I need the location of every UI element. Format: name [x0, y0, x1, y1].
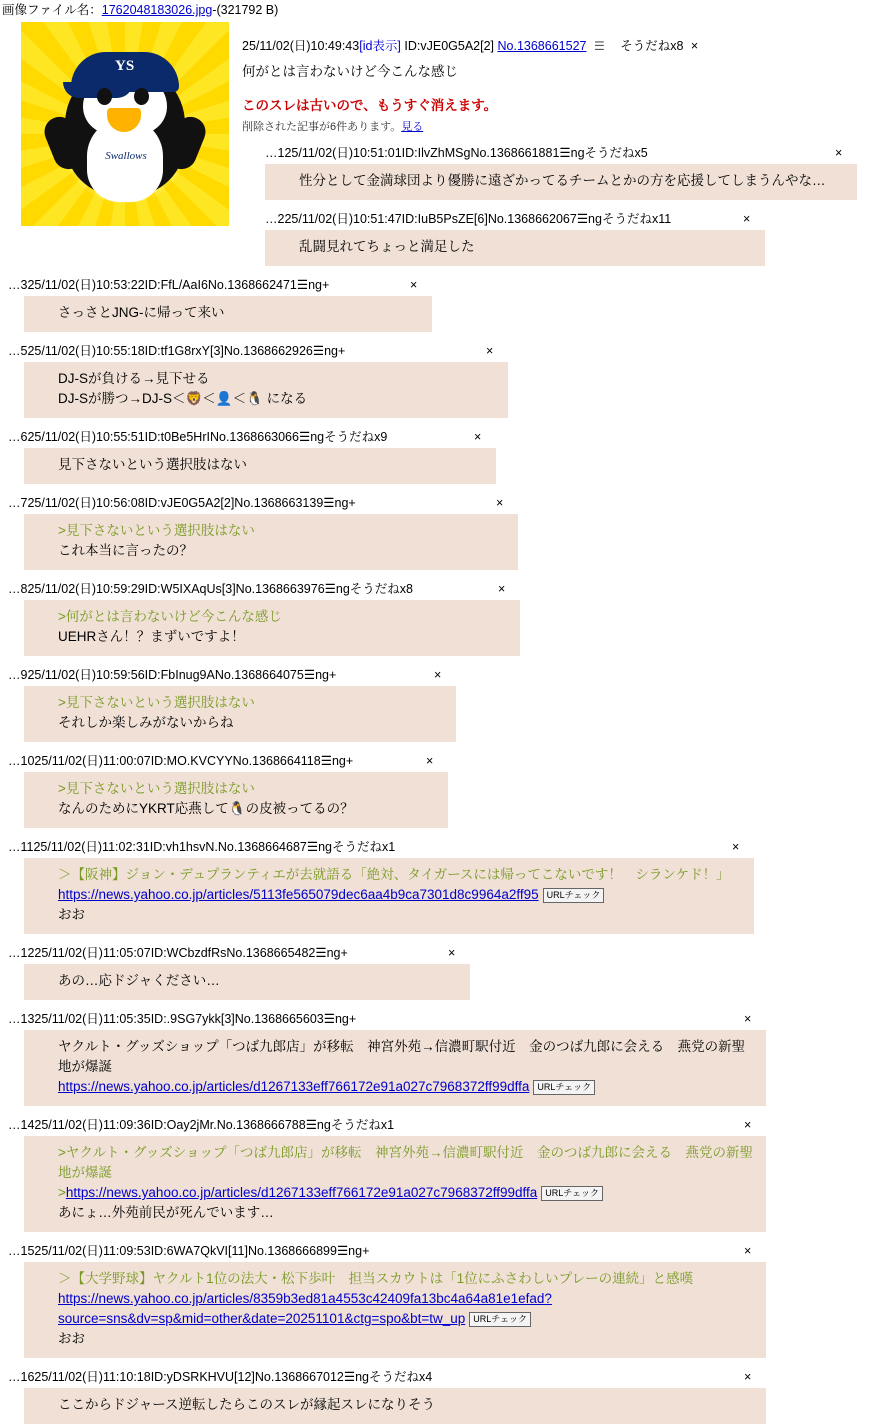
deleted-posts-text: 削除された記事が6件あります。: [242, 121, 402, 133]
list-icon[interactable]: ☰: [298, 430, 311, 444]
reply-user-id[interactable]: ID:.9SG7ykk[3]: [150, 1012, 235, 1026]
reply-close-button[interactable]: ×: [474, 430, 482, 444]
reply-header: [0, 494, 892, 512]
reply-close-button[interactable]: ×: [835, 146, 843, 160]
reply-post: [0, 210, 892, 266]
reply-user-id[interactable]: ID:FbInug9A: [144, 668, 215, 682]
reply-header: [0, 1116, 892, 1134]
reply-text-line: さっさとJNG-に帰って来い: [58, 305, 225, 320]
sodane-count[interactable]: そうだねx1: [331, 840, 396, 854]
reply-text-line: ヤクルト・グッズショップ「つば九郎店」が移転 神宮外苑→信濃町駅付近 金のつば九郎に会える 燕党の新聖地が爆誕: [58, 1039, 746, 1074]
reply-header-left: [8, 838, 395, 856]
ng-button[interactable]: ng: [334, 1012, 349, 1026]
reply-body: [24, 964, 470, 1000]
reply-post: [0, 580, 892, 656]
reply-number: 9: [20, 668, 28, 682]
op-timestamp: 25/11/02(日)10:49:43: [242, 39, 360, 53]
reply-body: [24, 1030, 766, 1106]
reply-collapse-dots[interactable]: …: [8, 946, 21, 960]
op-body-text: 何がとは言わないけど今こんな感じ: [242, 64, 458, 79]
ng-button[interactable]: ng: [308, 278, 323, 292]
quote-line: >見下さないという選択肢はない: [58, 695, 255, 710]
external-link[interactable]: https://news.yahoo.co.jp/articles/5113fe565079dec6aa4b9ca7301d8c9964a2ff95: [58, 887, 539, 902]
sodane-count[interactable]: そうだねx1: [330, 1118, 395, 1132]
reply-timestamp: 25/11/02(日)11:05:07: [34, 946, 151, 960]
quote-line: >何がとは言わないけど今こんな感じ: [58, 609, 282, 624]
reply-post: [0, 144, 892, 200]
ng-button[interactable]: ng: [310, 430, 325, 444]
reply-close-button[interactable]: ×: [448, 946, 456, 960]
reply-body: [24, 362, 508, 418]
reply-user-id[interactable]: ID:FfL/AaI6: [144, 278, 208, 292]
reply-text-line: あにょ…外苑前民が死んでいます…: [58, 1205, 274, 1220]
reply-close-button[interactable]: ×: [744, 1012, 752, 1026]
reply-collapse-dots[interactable]: …: [8, 344, 21, 358]
reply-header: [0, 1010, 892, 1028]
reply-header: [0, 1368, 892, 1386]
link-line: [58, 1309, 756, 1329]
reply-header-left: [8, 428, 387, 446]
list-icon[interactable]: ☰: [323, 1012, 335, 1026]
reply-header: [0, 210, 892, 228]
reply-close-button[interactable]: ×: [410, 278, 418, 292]
reply-header: [0, 428, 892, 446]
reply-header-left: [8, 276, 329, 294]
reply-header-left: [8, 1116, 394, 1134]
reply-number: 7: [20, 496, 28, 510]
reply-header-left: [8, 580, 413, 598]
expand-button[interactable]: +: [348, 1012, 357, 1026]
reply-header-left: [8, 494, 356, 512]
reply-header-left: [8, 1010, 356, 1028]
mascot-eye-right: [134, 88, 149, 105]
reply-header: [0, 144, 892, 162]
reply-header-left: [8, 342, 345, 360]
op-close-button[interactable]: ×: [690, 39, 699, 53]
reply-header: [0, 944, 892, 962]
reply-number: 15: [20, 1244, 35, 1258]
reply-close-button[interactable]: ×: [498, 582, 506, 596]
reply-timestamp: 25/11/02(日)11:09:53: [34, 1244, 151, 1258]
reply-text-line: DJ-Sが勝つ→DJ-S＜🦁＜👤＜🐧 になる: [58, 391, 308, 406]
reply-user-id[interactable]: ID:tf1G8rxY[3]: [144, 344, 224, 358]
reply-timestamp: 25/11/02(日)11:05:35: [34, 1012, 151, 1026]
reply-collapse-dots[interactable]: …: [8, 496, 21, 510]
reply-post-number[interactable]: No.1368662471: [207, 278, 297, 292]
reply-header-left: [8, 752, 353, 770]
quote-line: >見下さないという選択肢はない: [58, 781, 255, 796]
list-icon[interactable]: ☰: [593, 39, 605, 53]
list-icon[interactable]: ☰: [559, 146, 571, 160]
external-link[interactable]: source=sns&dv=sp&mid=other&date=20251101&ctg=spo&bt=tw_up: [58, 1311, 466, 1326]
reply-collapse-dots[interactable]: …: [8, 1370, 21, 1384]
ng-button[interactable]: ng: [331, 754, 346, 768]
ng-button[interactable]: ng: [588, 212, 602, 226]
op-id-display-toggle[interactable]: [id表示]: [359, 39, 401, 53]
list-icon[interactable]: ☰: [323, 496, 335, 510]
reply-number: 13: [20, 1012, 35, 1026]
reply-text-line: あの…応ドジャください…: [58, 973, 220, 988]
reply-header: [0, 1242, 892, 1260]
list-icon[interactable]: ☰: [343, 1370, 356, 1384]
reply-header: [0, 580, 892, 598]
deleted-posts-view-link[interactable]: 見る: [401, 121, 424, 133]
ng-button[interactable]: ng: [316, 1118, 331, 1132]
link-line: [58, 885, 744, 905]
ng-button[interactable]: ng: [326, 946, 341, 960]
reply-collapse-dots[interactable]: …: [265, 212, 278, 226]
reply-header-left: [8, 1242, 369, 1260]
reply-post: [0, 838, 892, 934]
reply-header-left: [265, 144, 648, 162]
image-file-size: -(321792 B): [212, 3, 279, 17]
quote-marker: >: [58, 1185, 66, 1200]
reply-post: [0, 494, 892, 570]
reply-post-number[interactable]: No.1368666899: [247, 1244, 337, 1258]
reply-post-number[interactable]: No.1368663139: [234, 496, 324, 510]
reply-post: [0, 1010, 892, 1106]
reply-body: [24, 600, 520, 656]
reply-post-number[interactable]: No.1368667012: [254, 1370, 344, 1384]
op-post-number[interactable]: No.1368661527: [497, 39, 587, 53]
reply-post: [0, 342, 892, 418]
reply-body: [265, 230, 765, 266]
ng-button[interactable]: ng: [335, 582, 350, 596]
reply-timestamp: 25/11/02(日)10:53:22: [27, 278, 145, 292]
reply-text-line: 乱闘見れてちょっと満足した: [299, 239, 475, 254]
reply-text-line: なんのためにYKRT応燕して🐧の皮被ってるの？: [58, 801, 354, 816]
reply-text-line: おお: [58, 1331, 85, 1346]
reply-header: [0, 666, 892, 684]
reply-post: [0, 1368, 892, 1424]
list-icon[interactable]: ☰: [315, 946, 327, 960]
sodane-count[interactable]: そうだねx8: [349, 582, 413, 596]
reply-body: [265, 164, 857, 200]
reply-close-button[interactable]: ×: [732, 840, 740, 854]
reply-collapse-dots[interactable]: …: [8, 582, 21, 596]
reply-collapse-dots[interactable]: …: [8, 1118, 21, 1132]
reply-post-number[interactable]: No.1368664118: [232, 754, 321, 768]
sodane-count[interactable]: そうだねx4: [369, 1370, 433, 1384]
reply-collapse-dots[interactable]: …: [8, 278, 21, 292]
external-link[interactable]: https://news.yahoo.co.jp/articles/8359b3ed81a4553c42409fa13bc4a64a81e1efad?: [58, 1291, 552, 1306]
reply-user-id[interactable]: ID:t0Be5HrI: [144, 430, 210, 444]
expand-button[interactable]: +: [322, 278, 330, 292]
reply-timestamp: 25/11/02(日)10:55:51: [27, 430, 145, 444]
reply-close-button[interactable]: ×: [744, 1370, 752, 1384]
ng-button[interactable]: ng: [348, 1244, 363, 1258]
reply-post-number[interactable]: No.1368663066: [209, 430, 299, 444]
reply-timestamp: 25/11/02(日)10:51:47: [284, 212, 402, 226]
reply-number: 12: [20, 946, 35, 960]
reply-number: 5: [20, 344, 28, 358]
list-icon[interactable]: ☰: [312, 344, 325, 358]
reply-collapse-dots[interactable]: …: [8, 840, 21, 854]
ng-button[interactable]: ng: [570, 146, 585, 160]
mascot-eye-left: [97, 88, 112, 105]
reply-header-left: [8, 944, 348, 962]
reply-collapse-dots[interactable]: …: [8, 668, 21, 682]
reply-timestamp: 25/11/02(日)10:59:29: [27, 582, 145, 596]
reply-timestamp: 25/11/02(日)10:56:08: [27, 496, 145, 510]
reply-timestamp: 25/11/02(日)11:10:18: [34, 1370, 151, 1384]
list-icon[interactable]: ☰: [303, 668, 316, 682]
reply-body: [24, 514, 518, 570]
reply-timestamp: 25/11/02(日)10:55:18: [27, 344, 145, 358]
quote-line: >見下さないという選択肢はない: [58, 523, 255, 538]
reply-post-number[interactable]: No.1368665603: [234, 1012, 324, 1026]
reply-post-number[interactable]: No.1368664687: [217, 840, 307, 854]
reply-user-id[interactable]: ID:Oay2jMr.: [150, 1118, 217, 1132]
reply-post: [0, 752, 892, 828]
reply-timestamp: 25/11/02(日)11:00:07: [34, 754, 151, 768]
expand-button[interactable]: +: [328, 668, 337, 682]
reply-post: [0, 666, 892, 742]
reply-collapse-dots[interactable]: …: [8, 1012, 21, 1026]
expand-button[interactable]: +: [345, 754, 354, 768]
reply-number: 10: [20, 754, 35, 768]
reply-user-id[interactable]: ID:W5IXAqUs[3]: [144, 582, 236, 596]
ng-button[interactable]: ng: [318, 840, 332, 854]
reply-close-button[interactable]: ×: [744, 1244, 752, 1258]
reply-post: [0, 944, 892, 1000]
list-icon[interactable]: ☰: [306, 840, 319, 854]
reply-number: 6: [20, 430, 28, 444]
reply-text-line: UEHRさん！？まずいですよ！: [58, 629, 245, 644]
reply-collapse-dots[interactable]: …: [8, 754, 21, 768]
reply-body: [24, 858, 754, 934]
reply-post-number[interactable]: No.1368664075: [214, 668, 304, 682]
link-line: [58, 1289, 756, 1309]
ng-button[interactable]: ng: [334, 496, 349, 510]
reply-user-id[interactable]: ID:vh1hsvN.: [149, 840, 218, 854]
reply-post-number[interactable]: No.1368662926: [223, 344, 313, 358]
cap-logo-text: YS: [115, 58, 135, 74]
expand-button[interactable]: +: [362, 1244, 370, 1258]
expand-button[interactable]: +: [348, 496, 356, 510]
reply-header-left: [265, 210, 671, 228]
reply-body: [24, 686, 456, 742]
sodane-count[interactable]: そうだねx9: [324, 430, 388, 444]
reply-timestamp: 25/11/02(日)10:51:01: [284, 146, 402, 160]
reply-user-id[interactable]: ID:vJE0G5A2[2]: [144, 496, 235, 510]
external-link[interactable]: https://news.yahoo.co.jp/articles/d1267133eff766172e91a027c7968372ff99dffa: [65, 1185, 538, 1200]
reply-number: 3: [20, 278, 28, 292]
reply-close-button[interactable]: ×: [496, 496, 504, 510]
reply-body: [24, 772, 448, 828]
quote-link-line: [58, 1183, 756, 1203]
original-post-meta: [242, 38, 892, 55]
expand-button[interactable]: +: [340, 946, 348, 960]
reply-post-number[interactable]: No.1368666788: [216, 1118, 306, 1132]
deleted-posts-notice: [242, 118, 892, 134]
reply-user-id[interactable]: ID:6WA7QkVI[11]: [150, 1244, 248, 1258]
url-check-button[interactable]: URLチェック: [543, 888, 605, 903]
reply-text-line: ここからドジャース逆転したらこのスレが縁起スレになりそう: [58, 1397, 436, 1412]
reply-post: [0, 1242, 892, 1358]
ng-button[interactable]: ng: [355, 1370, 370, 1384]
image-file-label: 画像ファイル名：: [2, 3, 102, 17]
reply-timestamp: 25/11/02(日)10:59:56: [27, 668, 145, 682]
external-link[interactable]: https://news.yahoo.co.jp/articles/d1267133eff766172e91a027c7968372ff99dffa: [58, 1079, 530, 1094]
reply-number: 16: [20, 1370, 35, 1384]
reply-post-number[interactable]: No.1368663976: [235, 582, 325, 596]
reply-close-button[interactable]: ×: [434, 668, 442, 682]
reply-user-id[interactable]: ID:yDSRKHVU[12]: [150, 1370, 255, 1384]
reply-post-number[interactable]: No.1368661881: [470, 146, 560, 160]
image-file-link[interactable]: 1762048183026.jpg: [101, 3, 213, 17]
reply-body: [24, 448, 496, 484]
reply-text-line: それしか楽しみがないからね: [58, 715, 234, 730]
list-icon[interactable]: ☰: [576, 212, 589, 226]
ng-button[interactable]: ng: [324, 344, 338, 358]
reply-header: [0, 838, 892, 856]
reply-number: 11: [20, 840, 34, 854]
thread-expiry-warning: このスレは古いので、もうすぐ消えます。: [242, 98, 498, 113]
original-post: [242, 18, 892, 134]
image-file-bar: [0, 0, 892, 18]
reply-collapse-dots[interactable]: …: [8, 430, 21, 444]
reply-header-left: [8, 1368, 432, 1386]
reply-list: [0, 144, 892, 1424]
reply-close-button[interactable]: ×: [486, 344, 494, 358]
link-line: [58, 1077, 756, 1097]
reply-body: [24, 296, 432, 332]
reply-header: [0, 342, 892, 360]
reply-post-number[interactable]: No.1368662067: [487, 212, 577, 226]
reply-text-line: 見下さないという選択肢はない: [58, 457, 247, 472]
reply-text-line: おお: [58, 907, 85, 922]
op-user-id: ID:vJE0G5A2[2]: [404, 39, 495, 53]
reply-body: [24, 1136, 766, 1232]
url-check-button[interactable]: URLチェック: [541, 1186, 603, 1201]
sodane-count[interactable]: そうだねx11: [601, 212, 672, 226]
reply-timestamp: 25/11/02(日)11:09:36: [34, 1118, 151, 1132]
quote-line: >ヤクルト・グッズショップ「つば九郎店」が移転 神宮外苑→信濃町駅付近 金のつば九郎に会える 燕党の新聖地が爆誕: [58, 1145, 754, 1180]
quote-line: ＞【阪神】ジョン・デュプランティエが去就語る「絶対、タイガースには帰ってこないです！ シランケド！」: [58, 867, 730, 882]
list-icon[interactable]: ☰: [324, 582, 336, 596]
reply-number: 1: [277, 146, 285, 160]
reply-post: [0, 276, 892, 332]
list-icon[interactable]: ☰: [320, 754, 332, 768]
reply-timestamp: 25/11/02(日)11:02:31: [33, 840, 150, 854]
quote-line: ＞【大学野球】ヤクルト1位の法大・松下歩叶 担当スカウトは「1位にふさわしいプレーの連続」と感嘆: [58, 1271, 694, 1286]
expand-button[interactable]: +: [337, 344, 346, 358]
reply-text-line: DJ-Sが負ける→見下せる: [58, 371, 210, 386]
url-check-button[interactable]: URLチェック: [469, 1312, 531, 1327]
list-icon[interactable]: ☰: [296, 278, 309, 292]
url-check-button[interactable]: URLチェック: [533, 1080, 595, 1095]
reply-user-id[interactable]: ID:WCbzdfRs: [150, 946, 227, 960]
reply-number: 14: [20, 1118, 35, 1132]
reply-user-id[interactable]: ID:MO.KVCYY: [150, 754, 233, 768]
list-icon[interactable]: ☰: [336, 1244, 349, 1258]
reply-number: 8: [20, 582, 28, 596]
reply-collapse-dots[interactable]: …: [265, 146, 278, 160]
team-logo-text: Swallows: [105, 150, 147, 162]
op-sodane-count[interactable]: そうだねx8: [620, 39, 684, 53]
reply-close-button[interactable]: ×: [743, 212, 751, 226]
reply-user-id[interactable]: ID:IlvZhMSg: [401, 146, 471, 160]
reply-header-left: [8, 666, 336, 684]
reply-header: [0, 276, 892, 294]
reply-user-id[interactable]: ID:IuB5PsZE[6]: [401, 212, 488, 226]
reply-post: [0, 1116, 892, 1232]
reply-number: 2: [277, 212, 285, 226]
list-icon[interactable]: ☰: [305, 1118, 317, 1132]
sodane-count[interactable]: そうだねx5: [584, 146, 648, 160]
reply-post-number[interactable]: No.1368665482: [226, 946, 316, 960]
ng-button[interactable]: ng: [315, 668, 329, 682]
reply-body: [24, 1262, 766, 1358]
reply-close-button[interactable]: ×: [426, 754, 434, 768]
reply-header: [0, 752, 892, 770]
reply-post: [0, 428, 892, 484]
reply-text-line: これ本当に言ったの？: [58, 543, 193, 558]
reply-text-line: 性分として金満球団より優勝に遠ざかってるチームとかの方を応援してしまうんやな…: [299, 173, 826, 188]
reply-close-button[interactable]: ×: [744, 1118, 752, 1132]
reply-collapse-dots[interactable]: …: [8, 1244, 21, 1258]
